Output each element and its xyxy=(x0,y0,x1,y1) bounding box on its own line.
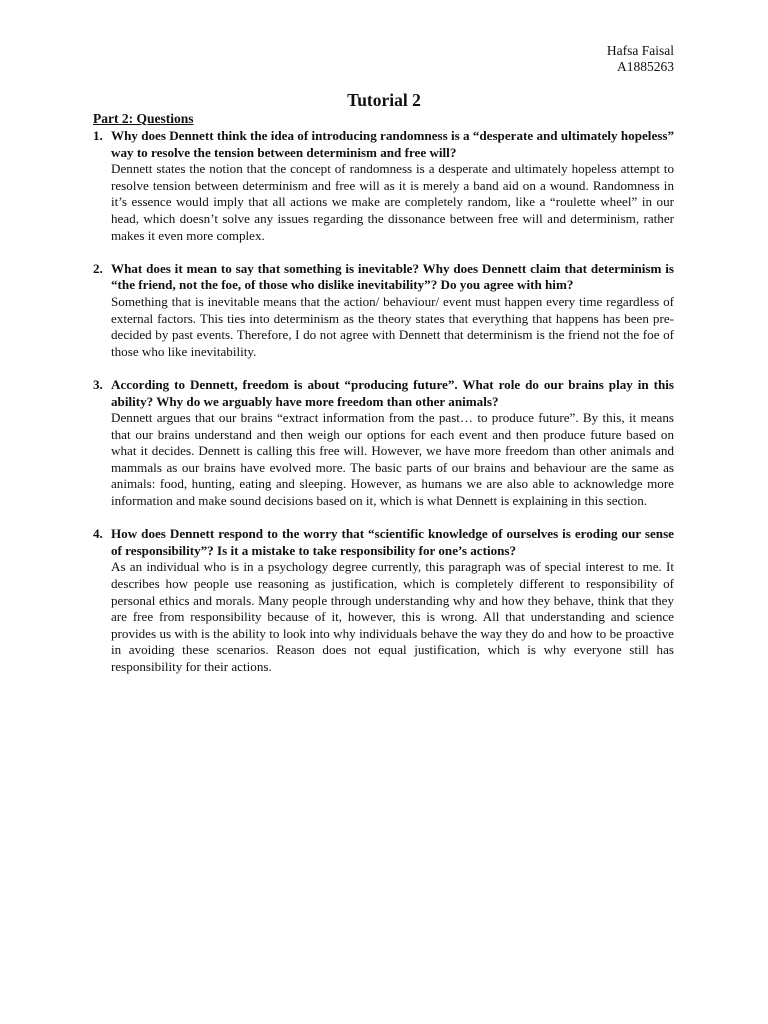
question-item-1 xyxy=(93,128,674,244)
question-number: 2. xyxy=(93,260,103,276)
question-number: 4. xyxy=(93,526,103,542)
author-header xyxy=(607,43,674,75)
answer-text: Dennett argues that our brains “extract information from the past… to produce future”. By this, it means that our brains understand and then weigh our options for each event and then produce future based on what it decides. Dennett is calling this free will. However, we have more freedom than other animals and mammals as our brains have evolved more. The basic parts of our brains and behaviour are the same as animals: food, hunting, eating and sleeping. However, as humans we are also able to acknowledge more information and make sound decisions based on it, which is what Dennett is explaining in this section. xyxy=(111,410,674,509)
question-text: Why does Dennett think the idea of introducing randomness is a “desperate and ultimately hopeless” way to resolve the tension between determinism and free will? xyxy=(111,128,674,160)
answer-text: Dennett states the notion that the concept of randomness is a desperate and ultimately hopeless attempt to resolve tension between determinism and free will as it is merely a band aid on a wound. Randomness in it’s essence would imply that all actions we make are completely random, like a “roulette wheel” in our head, which doesn’t solve any issues regarding the dissonance between free will and determinism, rather makes it even more complex. xyxy=(111,161,674,243)
document-title: Tutorial 2 xyxy=(347,90,421,110)
answer-text: Something that is inevitable means that the action/ behaviour/ event must happen every time regardless of external factors. This ties into determinism as the theory states that everything that happens has been pre-decided by past events. Therefore, I do not agree with Dennett that determinism is the friend not the foe of those who like inevitability. xyxy=(111,293,674,359)
question-item-3 xyxy=(93,377,674,510)
question-list xyxy=(93,128,674,692)
section-heading: Part 2: Questions xyxy=(93,111,194,126)
question-number: 1. xyxy=(93,128,103,143)
answer-text: As an individual who is in a psychology degree currently, this paragraph was of special interest to me. It describes how people use reasoning as justification, which is completely different to responsibility of personal ethics and morals. Many people through understanding why and how they behave, think that they are free from responsibility because of it, however, this is wrong. All that understanding and science provides us with is the ability to look into why individuals behave the way they do and how to be proactive in avoiding these scenarios. Reason does not equal justification, which is why everyone still has responsibility for their actions. xyxy=(111,559,674,674)
question-number: 3. xyxy=(93,376,103,392)
question-text: How does Dennett respond to the worry that “scientific knowledge of ourselves is eroding our sense of responsibility”? Is it a mistake to take responsibility for one’s actions? xyxy=(111,526,674,558)
question-item-2 xyxy=(93,261,674,361)
student-id: A1885263 xyxy=(617,59,674,74)
author-name: Hafsa Faisal xyxy=(606,43,674,58)
question-text: What does it mean to say that something is inevitable? Why does Dennett claim that determinism is “the friend, not the foe, of those who dislike inevitability”? Do you agree with him? xyxy=(111,260,674,293)
question-item-4 xyxy=(93,526,674,675)
question-text: According to Dennett, freedom is about “producing future”. What role do our brains play in this ability? Why do we arguably have more freedom than other animals? xyxy=(111,376,674,409)
